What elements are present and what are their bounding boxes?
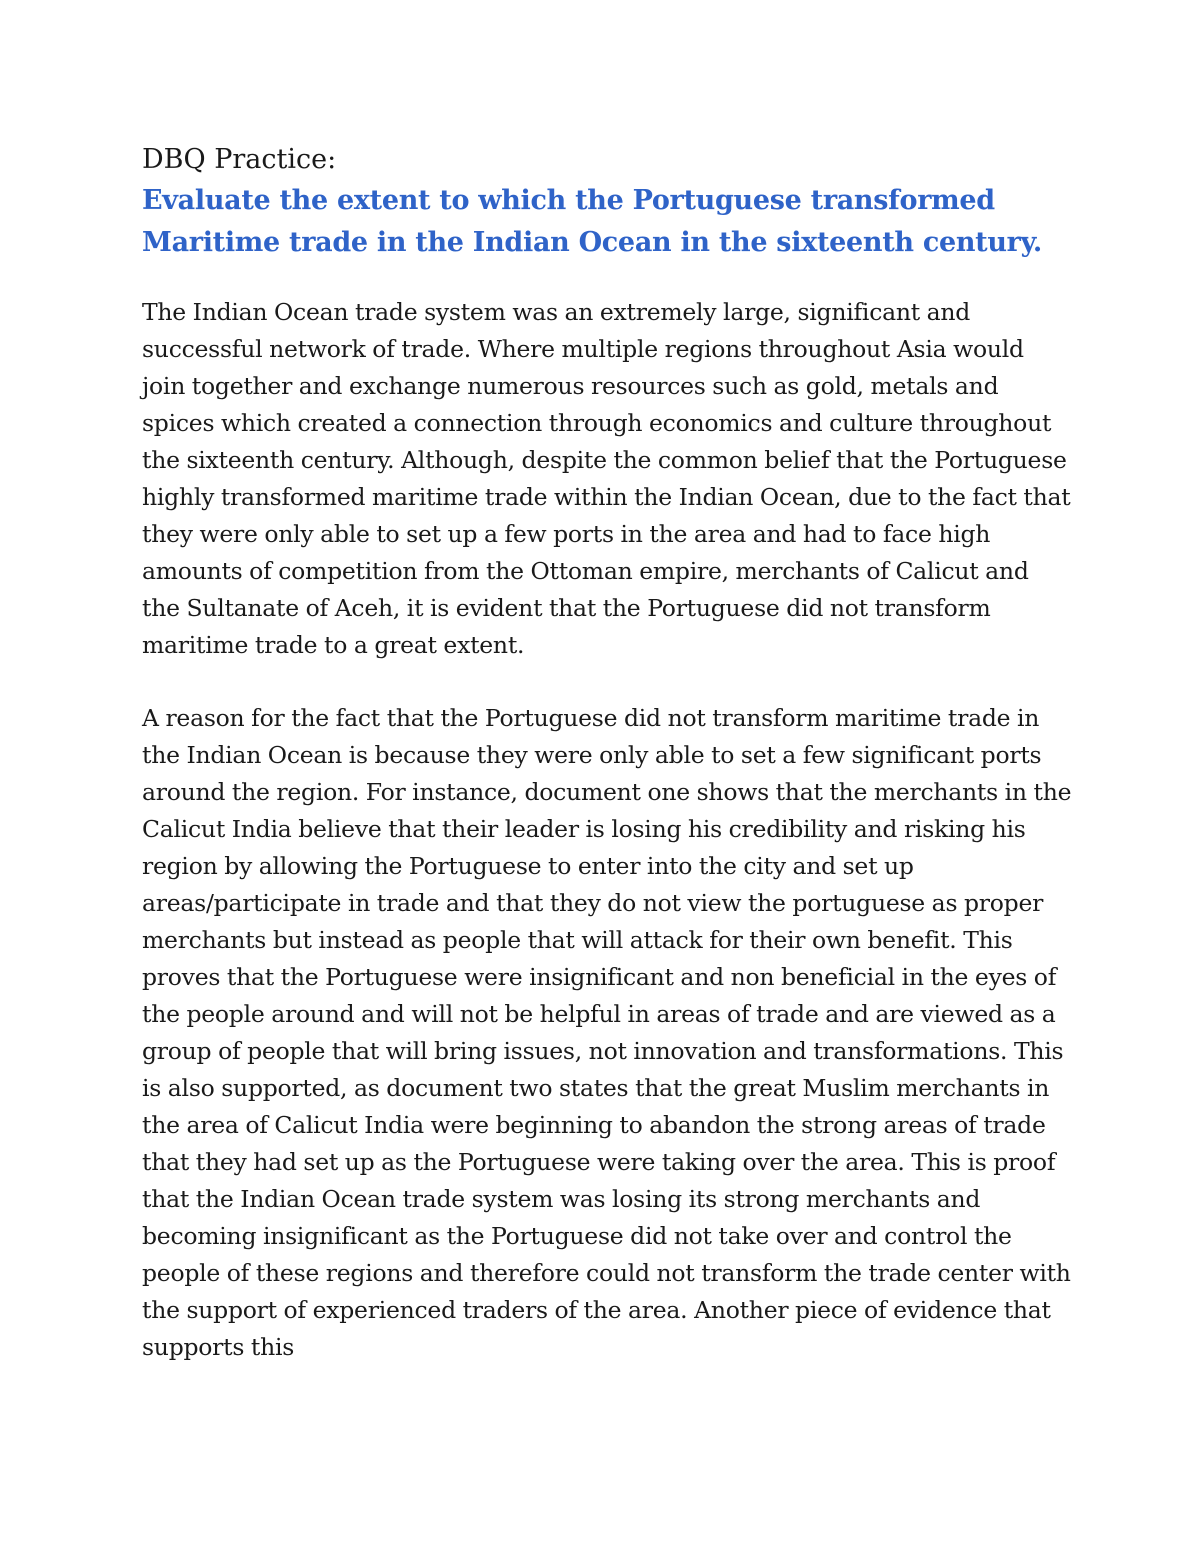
paragraph-body-one: A reason for the fact that the Portuguese did not transform maritime trade in the Indian Ocean is because they were only able to set a few significant ports around the region. For instance, document one shows that the merchants in the Calicut India believe that their leader is losing his credibility and risking his region by allowing the Portuguese to enter into the city and set up areas/participate in trade and that they do not view the portuguese as proper merchants but instead as people that will attack for their own benefit. This proves that the Portuguese were insignificant and non beneficial in the eyes of the people around and will not be helpful in areas of trade and are viewed as a group of people that will bring issues, not innovation and transformations. This is also supported, as document two states that the great Muslim merchants in the area of Calicut India were beginning to abandon the strong areas of trade that they had set up as the Portuguese were taking over the area. This is proof that the Indian Ocean trade system was losing its strong merchants and becoming insignificant as the Portuguese did not take over and control the people of these regions and therefore could not transform the trade center with the support of experienced traders of the area. Another piece of evidence that supports this	[142, 704, 1072, 1361]
document-content	[142, 140, 1072, 1402]
essay-prompt: Evaluate the extent to which the Portuguese transformed Maritime trade in the Indian Ocean in the sixteenth century.	[142, 185, 1042, 258]
section-label: DBQ Practice:	[142, 144, 337, 175]
paragraph-introduction: The Indian Ocean trade system was an extremely large, significant and successful network of trade. Where multiple regions throughout Asia would join together and exchange numerous resources such as gold, metals and spices which created a connection through economics and culture throughout the sixteenth century. Although, despite the common belief that the Portuguese highly transformed maritime trade within the Indian Ocean, due to the fact that they were only able to set up a few ports in the area and had to face high amounts of competition from the Ottoman empire, merchants of Calicut and the Sultanate of Aceh, it is evident that the Portuguese did not transform maritime trade to a great extent.	[142, 298, 1071, 659]
